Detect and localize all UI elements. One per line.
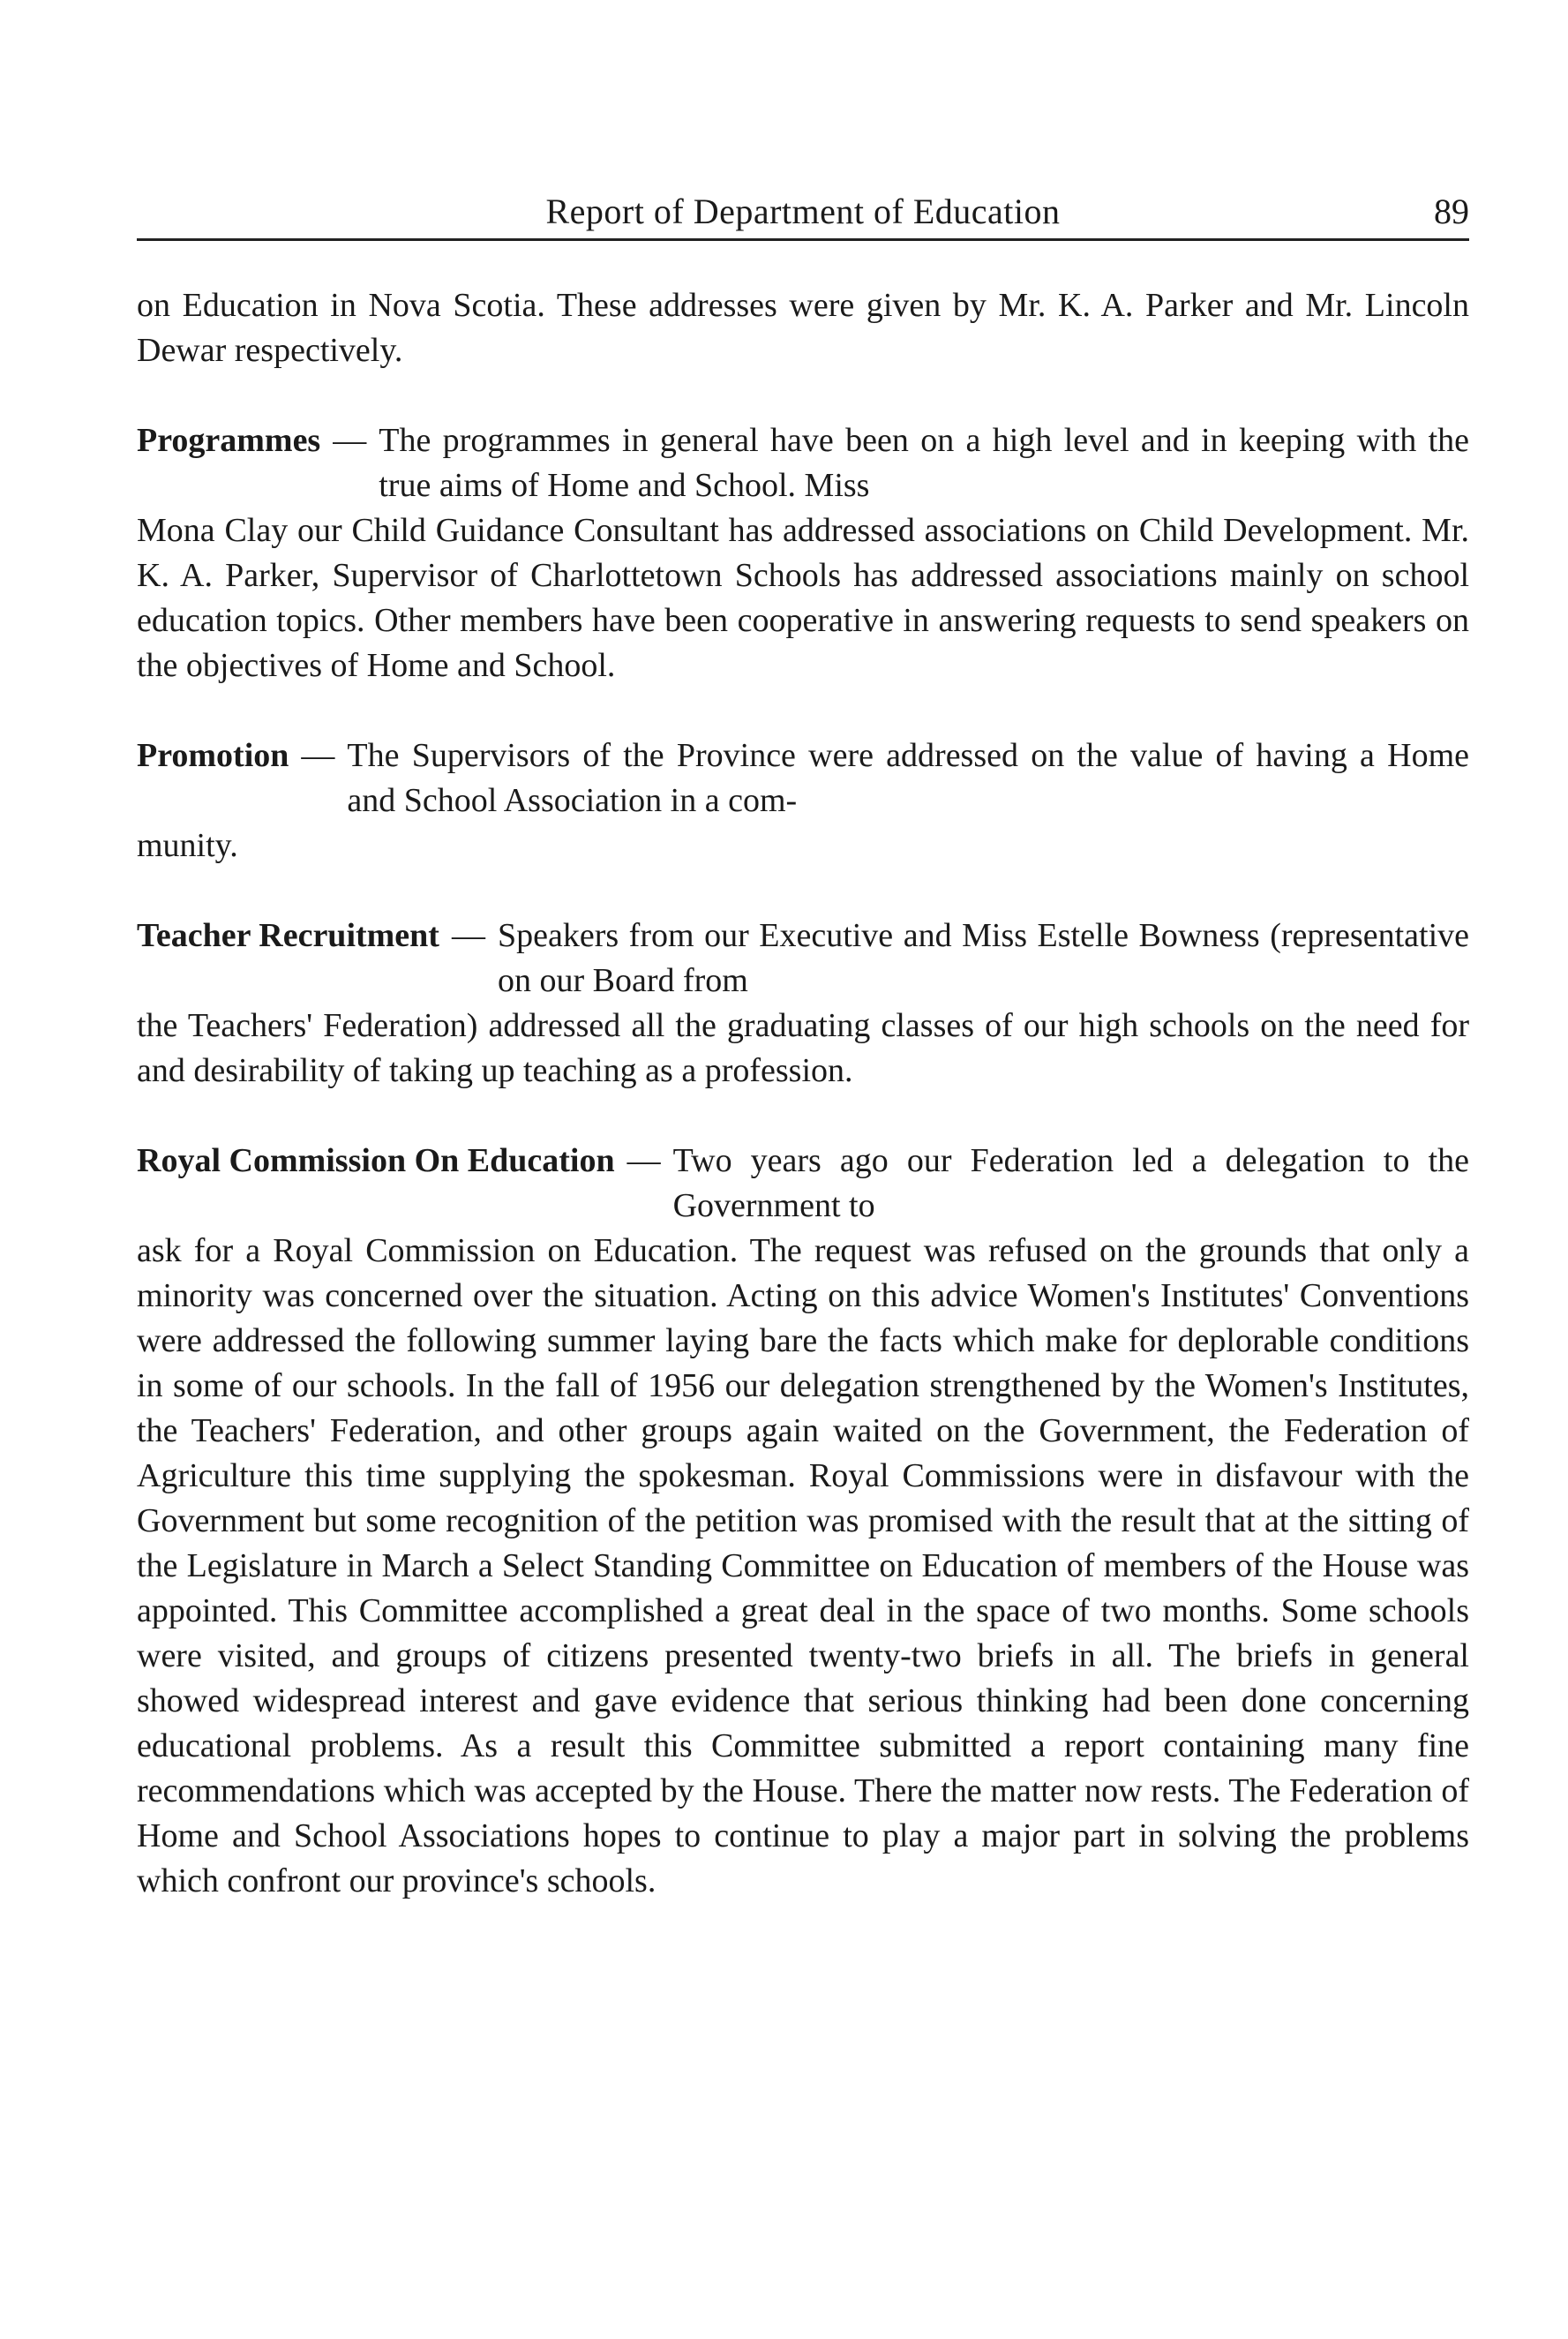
- section-body-text: ask for a Royal Commission on Education. The request was refused on the grounds that only a minority was concerned over the situation. Acting on this advice Women's Institutes' Conventions were addressed the following summer laying bare the facts which make for deplorable conditions in some of our schools. In the fall of 1956 our delegation strengthened by the Women's Institutes, the Teachers' Federation, and other groups again waited on the Government, the Federation of Agriculture this time supplying the spokesman. Royal Commissions were in disfavour with the Government but some recognition of the petition was promised with the result that at the sitting of the Legislature in March a Select Standing Committee on Education of members of the House was appointed. This Committee accomplished a great deal in the space of two months. Some schools were visited, and groups of citizens presented twenty-two briefs in all. The briefs in general showed widespread interest and gave evidence that serious thinking had been done concerning educational problems. As a result this Committee submitted a report containing many fine recommendations which was accepted by the House. There the matter now rests. The Federation of Home and School Associations hopes to continue to play a major part in solving the problems which confront our province's schools.: [137, 1232, 1469, 1899]
- em-dash: —: [626, 1142, 661, 1179]
- body-text: [137, 283, 1469, 1904]
- section-programmes: [137, 418, 1469, 688]
- section-heading: Royal Commission On Education: [137, 1142, 615, 1179]
- section-lead-text: The programmes in general have been on a high level and in keeping with the true aims of Home and School. Miss: [379, 422, 1469, 504]
- section-body-text: the Teachers' Federation) addressed all the graduating classes of our high schools on the need for and desirability of taking up teaching as a profession.: [137, 1007, 1469, 1089]
- section-royal-commission: [137, 1139, 1469, 1904]
- section-lead-text: The Supervisors of the Province were addressed on the value of having a Home and School Association in a com-: [347, 737, 1469, 819]
- intro-paragraph: on Education in Nova Scotia. These addresses were given by Mr. K. A. Parker and Mr. Lincoln Dewar respectively.: [137, 287, 1469, 369]
- em-dash: —: [333, 422, 367, 459]
- section-lead-text: Speakers from our Executive and Miss Estelle Bowness (representative on our Board from: [497, 917, 1469, 999]
- section-heading: Teacher Recruitment: [137, 917, 439, 954]
- section-promotion: [137, 733, 1469, 869]
- section-body-text: munity.: [137, 827, 238, 864]
- running-header: [137, 185, 1469, 241]
- section-teacher-recruitment: [137, 914, 1469, 1094]
- section-lead-text: Two years ago our Federation led a delegation to the Government to: [672, 1142, 1469, 1224]
- em-dash: —: [301, 737, 335, 774]
- section-heading: Programmes: [137, 422, 321, 459]
- em-dash: —: [451, 917, 485, 954]
- header-title: Report of Department of Education: [545, 192, 1061, 231]
- section-body-text: Mona Clay our Child Guidance Consultant has addressed associations on Child Development. Mr. K. A. Parker, Supervisor of Charlottetown Schools has addressed associations mainly on school education topics. Other members have been cooperative in answering requests to send speakers on the objectives of Home and School.: [137, 512, 1469, 684]
- document-page: [137, 185, 1469, 1949]
- section-heading: Promotion: [137, 737, 289, 774]
- page-number: 89: [1434, 192, 1469, 231]
